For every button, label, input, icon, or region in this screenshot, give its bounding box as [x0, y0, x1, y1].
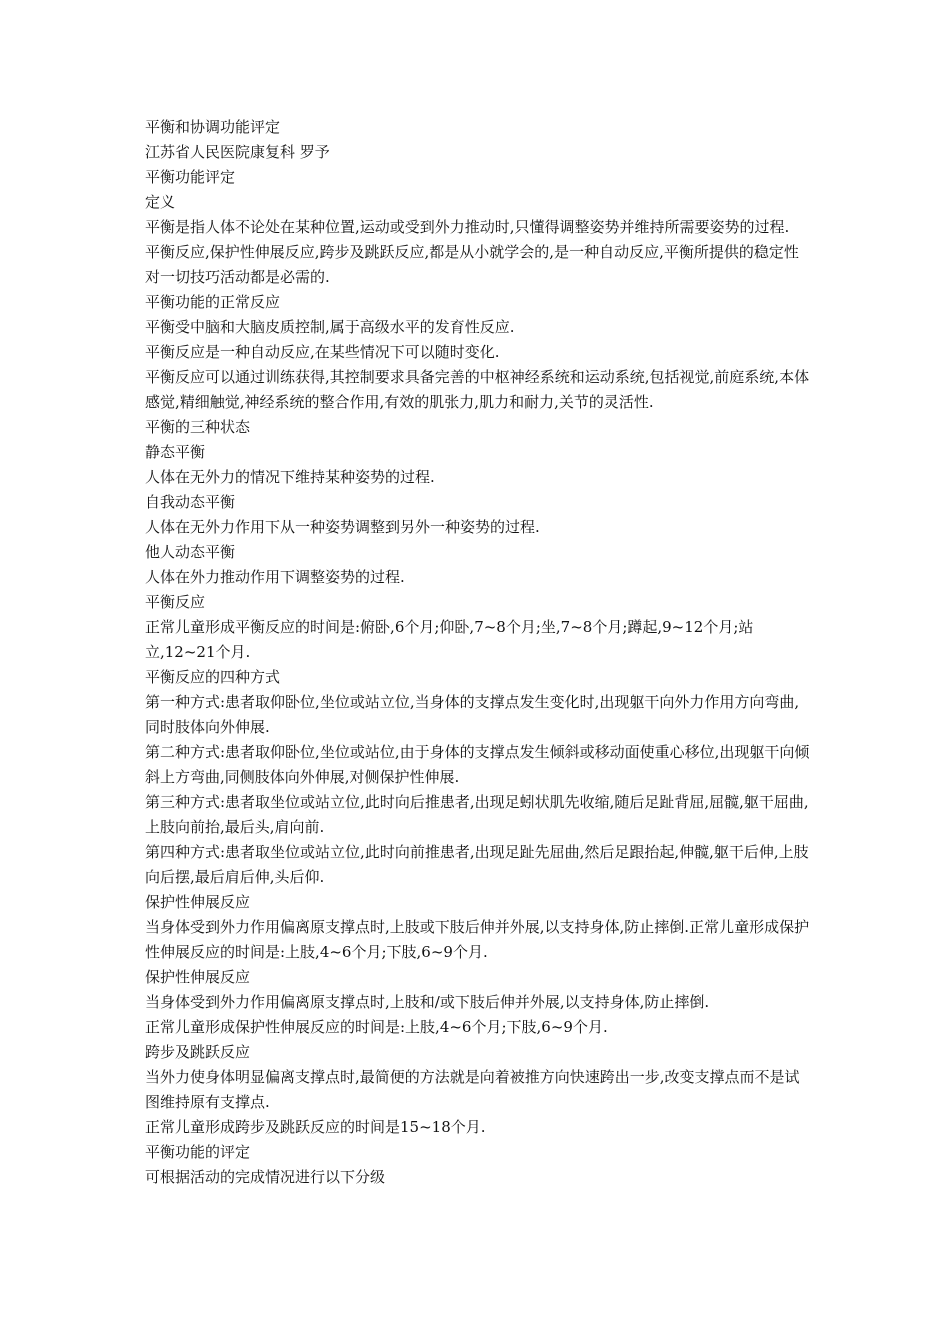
section-heading: 保护性伸展反应 — [145, 893, 251, 911]
paragraph: 第三种方式:患者取坐位或站立位,此时向后推患者,出现足蚓状肌先收缩,随后足趾背屈,屈髋,躯干屈曲,上肢向前抬,最后头,肩向前. — [145, 793, 809, 836]
section-heading: 平衡的三种状态 — [145, 418, 251, 436]
section-heading: 定义 — [145, 193, 176, 211]
author-line: 江苏省人民医院康复科 罗予 — [145, 143, 330, 161]
paragraph: 正常儿童形成保护性伸展反应的时间是:上肢,4~6个月;下肢,6~9个月. — [145, 1018, 608, 1036]
paragraph: 第一种方式:患者取仰卧位,坐位或站立位,当身体的支撑点发生变化时,出现躯干向外力作用方向弯曲,同时肢体向外伸展. — [145, 693, 800, 736]
document-title: 平衡和协调功能评定 — [145, 118, 281, 136]
paragraph: 平衡反应可以通过训练获得,其控制要求具备完善的中枢神经系统和运动系统,包括视觉,前庭系统,本体感觉,精细触觉,神经系统的整合作用,有效的肌张力,肌力和耐力,关节的灵活性. — [145, 368, 810, 411]
paragraph: 人体在无外力的情况下维持某种姿势的过程. — [145, 468, 435, 486]
section-heading: 平衡反应的四种方式 — [145, 668, 281, 686]
paragraph: 第四种方式:患者取坐位或站立位,此时向前推患者,出现足趾先屈曲,然后足跟抬起,伸髋,躯干后伸,上肢向后摆,最后肩后伸,头后仰. — [145, 843, 809, 886]
paragraph: 人体在无外力作用下从一种姿势调整到另外一种姿势的过程. — [145, 518, 540, 536]
document-body — [145, 115, 813, 1190]
paragraph: 当身体受到外力作用偏离原支撑点时,上肢和/或下肢后伸并外展,以支持身体,防止摔倒. — [145, 993, 710, 1011]
section-heading: 跨步及跳跃反应 — [145, 1043, 251, 1061]
paragraph: 第二种方式:患者取仰卧位,坐位或站位,由于身体的支撑点发生倾斜或移动面使重心移位,出现躯干向倾斜上方弯曲,同侧肢体向外伸展,对侧保护性伸展. — [145, 743, 810, 786]
section-heading: 他人动态平衡 — [145, 543, 236, 561]
section-heading: 自我动态平衡 — [145, 493, 236, 511]
paragraph: 正常儿童形成平衡反应的时间是:俯卧,6个月;仰卧,7~8个月;坐,7~8个月;蹲起,9~12个月;站立,12~21个月. — [145, 618, 754, 661]
paragraph: 可根据活动的完成情况进行以下分级 — [145, 1168, 386, 1186]
section-heading: 平衡反应 — [145, 593, 206, 611]
paragraph: 平衡反应,保护性伸展反应,跨步及跳跃反应,都是从小就学会的,是一种自动反应,平衡所提供的稳定性对一切技巧活动都是必需的. — [145, 243, 799, 286]
section-heading: 保护性伸展反应 — [145, 968, 251, 986]
paragraph: 当外力使身体明显偏离支撑点时,最简便的方法就是向着被推方向快速跨出一步,改变支撑点而不是试图维持原有支撑点. — [145, 1068, 800, 1111]
section-heading: 平衡功能的评定 — [145, 1143, 251, 1161]
section-heading: 平衡功能评定 — [145, 168, 236, 186]
paragraph: 当身体受到外力作用偏离原支撑点时,上肢或下肢后伸并外展,以支持身体,防止摔倒.正常儿童形成保护性伸展反应的时间是:上肢,4~6个月;下肢,6~9个月. — [145, 918, 810, 961]
paragraph: 正常儿童形成跨步及跳跃反应的时间是15~18个月. — [145, 1118, 486, 1136]
paragraph: 平衡受中脑和大脑皮质控制,属于高级水平的发育性反应. — [145, 318, 515, 336]
paragraph: 平衡反应是一种自动反应,在某些情况下可以随时变化. — [145, 343, 500, 361]
section-heading: 静态平衡 — [145, 443, 206, 461]
paragraph: 平衡是指人体不论处在某种位置,运动或受到外力推动时,只懂得调整姿势并维持所需要姿势的过程. — [145, 218, 790, 236]
paragraph: 人体在外力推动作用下调整姿势的过程. — [145, 568, 405, 586]
section-heading: 平衡功能的正常反应 — [145, 293, 281, 311]
